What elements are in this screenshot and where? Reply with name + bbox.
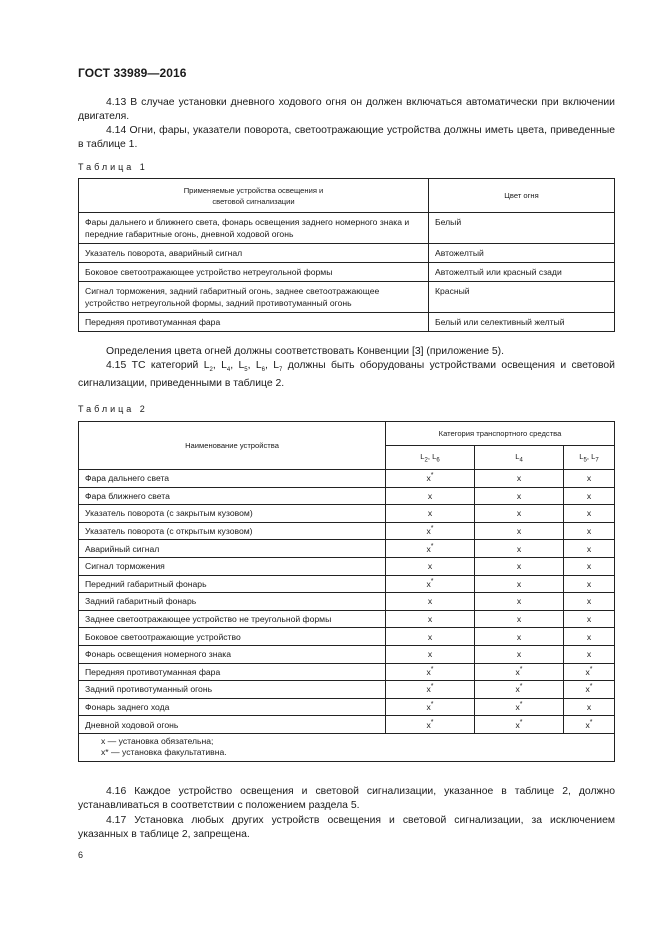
table-2-category-header: Категория транспортного средства [386,422,615,446]
table-2-device-name: Фара дальнего света [79,470,386,488]
paragraph-4-15-categories: $L_2$, $L_4$, $L_5$, $L_6$, $L_7$ [203,360,283,374]
paragraph-4-16-text: 4.16 Каждое устройство освещения и световой сигнализации, указанное в таблице 2, должно устанавливаться в соответствии с положением раздела 5. [78,786,615,811]
table-2-requirement-mark: x [475,575,564,593]
table-2-requirement-mark: x* [475,716,564,734]
table-row [79,663,615,681]
table-2-requirement-mark: x* [386,716,475,734]
table-1-device-cell: Фары дальнего и ближнего света, фонарь освещения заднего номерного знака и передние габаритные огонь, дневной ходовой огонь [79,213,429,244]
table-1-caption: Таблица 1 [78,162,148,172]
table-2-category-l2-l6: $L_2$, $L_6$ [386,446,475,470]
paragraph-4-14 [78,124,615,152]
table-1-color-cell: Автожелтый [429,244,615,263]
table-2-device-name: Передний габаритный фонарь [79,575,386,593]
table-row [79,593,615,611]
table-row [79,487,615,505]
table-2-requirement-mark: x [564,575,615,593]
table-2-requirement-mark: x [475,593,564,611]
paragraph-4-17 [78,814,615,842]
table-1-device-cell: Сигнал торможения, задний габаритный огонь, заднее светоотражающее устройство нетреугольной формы, задний противотуманный огонь [79,282,429,313]
table-2-category-l4: $L_4$ [475,446,564,470]
table-2-device-name: Передняя противотуманная фара [79,663,386,681]
paragraph-definitions-text: Определения цвета огней должны соответствовать Конвенции [3] (приложение 5). [106,346,505,357]
table-1 [78,178,615,332]
table-1-device-cell: Указатель поворота, аварийный сигнал [79,244,429,263]
table-2-requirement-mark: x [475,505,564,523]
table-2-requirement-mark: x* [564,716,615,734]
table-2-requirement-mark: x* [564,663,615,681]
table-2-requirement-mark: x [564,610,615,628]
paragraph-4-15: 4.15 ТС категорий $L_2$, $L_4$, $L_5$, $L_6$, $L_7$ должны быть оборудованы устройствами освещения и световой сигнализации, приведенными в таблице 2. [78,360,615,390]
table-2-device-name: Боковое светоотражающие устройство [79,628,386,646]
table-2-requirement-mark: x [475,470,564,488]
table-2-device-name: Аварийный сигнал [79,540,386,558]
table-2-requirement-mark: x* [564,681,615,699]
table-2-category-l5-l7: $L_5$, $L_7$ [564,446,615,470]
table-2-requirement-mark: x* [386,681,475,699]
table-2-requirement-mark: x* [386,663,475,681]
table-row [79,244,615,263]
table-2-requirement-mark: x [475,522,564,540]
table-2-requirement-mark: x [475,645,564,663]
paragraph-4-13 [78,96,615,124]
table-2 [78,421,615,762]
table-2-requirement-mark: x [564,522,615,540]
page-number: 6 [78,850,84,860]
table-2-requirement-mark: x [386,610,475,628]
table-2-requirement-mark: x [564,593,615,611]
paragraph-definitions [78,345,615,359]
table-row [79,313,615,332]
table-2-notes [79,733,615,761]
table-2-requirement-mark: x* [475,663,564,681]
table-row [79,540,615,558]
table-2-requirement-mark: x [564,540,615,558]
table-2-requirement-mark: x [386,505,475,523]
table-1-device-cell: Передняя противотуманная фара [79,313,429,332]
table-row [79,213,615,244]
table-2-requirement-mark: x* [475,698,564,716]
table-2-requirement-mark: x [386,557,475,575]
table-2-requirement-mark: x* [386,470,475,488]
table-2-requirement-mark: x [564,628,615,646]
table-2-device-name: Указатель поворота (с закрытым кузовом) [79,505,386,523]
table-2-requirement-mark: x [386,487,475,505]
table-1-color-cell: Белый или селективный желтый [429,313,615,332]
table-2-requirement-mark: x [475,487,564,505]
table-2-requirement-mark: x [475,557,564,575]
table-2-requirement-mark: x [564,487,615,505]
table-row [79,505,615,523]
table-row [79,645,615,663]
table-2-note-optional: x* — установка факультативна. [101,746,227,757]
table-2-requirement-mark: x [564,470,615,488]
table-2-device-name: Задний габаритный фонарь [79,593,386,611]
table-2-device-name: Фонарь освещения номерного знака [79,645,386,663]
table-1-color-cell: Белый [429,213,615,244]
table-1-device-header: Применяемые устройства освещения и световой сигнализации [79,179,429,213]
table-row [79,610,615,628]
table-2-requirement-mark: x* [386,522,475,540]
paragraph-4-17-text: 4.17 Установка любых других устройств освещения и световой сигнализации, за исключением указанных в таблице 2, запрещена. [78,815,615,840]
table-2-requirement-mark: x [564,645,615,663]
table-2-requirement-mark: x [564,557,615,575]
paragraph-4-16 [78,785,615,813]
table-2-requirement-mark: x* [386,698,475,716]
table-2-requirement-mark: x [564,505,615,523]
table-1-color-header: Цвет огня [429,179,615,213]
table-row [79,628,615,646]
table-2-note-mandatory: x — установка обязательна; [101,735,214,746]
table-1-color-cell: Автожелтый или красный сзади [429,263,615,282]
table-row [79,575,615,593]
table-2-requirement-mark: x [386,645,475,663]
table-2-device-name: Задний противотуманный огонь [79,681,386,699]
table-2-device-name: Указатель поворота (с открытым кузовом) [79,522,386,540]
table-2-device-name: Дневной ходовой огонь [79,716,386,734]
table-2-device-name: Заднее светоотражающее устройство не треугольной формы [79,610,386,628]
table-2-device-header: Наименование устройства [79,422,386,470]
table-2-requirement-mark: x* [475,681,564,699]
table-2-requirement-mark: x [386,593,475,611]
paragraph-4-14-text: 4.14 Огни, фары, указатели поворота, светоотражающие устройства должны иметь цвета, приведенные в таблице 1. [78,125,615,150]
table-1-device-cell: Боковое светоотражающее устройство нетреугольной формы [79,263,429,282]
table-row [79,522,615,540]
table-row [79,681,615,699]
table-2-requirement-mark: x [475,540,564,558]
table-2-device-name: Фонарь заднего хода [79,698,386,716]
table-row [79,263,615,282]
table-row [79,698,615,716]
table-2-requirement-mark: x* [386,575,475,593]
table-2-device-name: Фара ближнего света [79,487,386,505]
table-2-requirement-mark: x [475,628,564,646]
table-2-requirement-mark: x* [386,540,475,558]
document-header: ГОСТ 33989—2016 [78,66,187,80]
table-2-requirement-mark: x [475,610,564,628]
table-row [79,557,615,575]
table-2-requirement-mark: x [564,698,615,716]
table-2-caption: Таблица 2 [78,404,148,414]
table-row [79,716,615,734]
table-2-device-name: Сигнал торможения [79,557,386,575]
table-row [79,470,615,488]
table-2-requirement-mark: x [386,628,475,646]
table-row [79,282,615,313]
paragraph-4-13-text: 4.13 В случае установки дневного ходового огня он должен включаться автоматически при включении двигателя. [78,97,615,122]
table-1-color-cell: Красный [429,282,615,313]
